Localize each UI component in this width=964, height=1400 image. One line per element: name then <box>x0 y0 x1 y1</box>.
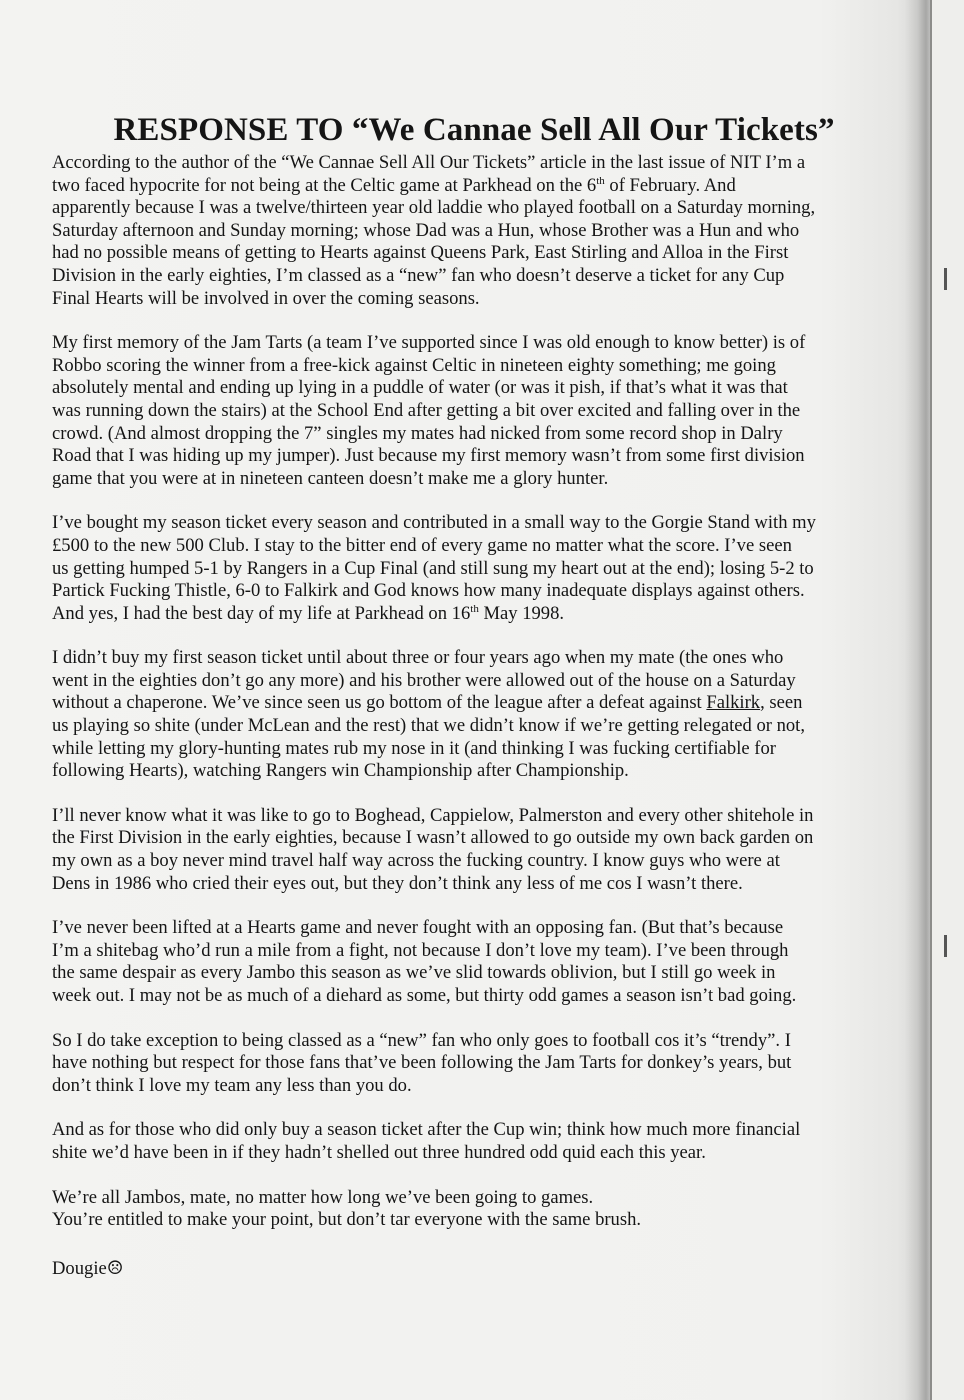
text-line: the same despair as every Jambo this season as we’ve slid towards oblivion, but I still go week in <box>52 962 776 984</box>
text-line: without a chaperone. We’ve since seen us go bottom of the league after a defeat against Falkirk, seen <box>52 692 803 714</box>
text-line: I’m a shitebag who’d run a mile from a fight, not because I don’t love my team). I’ve been through <box>52 939 789 961</box>
text-line: According to the author of the “We Cannae Sell All Our Tickets” article in the last issue of NIT I’m a <box>52 152 806 173</box>
staple-mark <box>944 935 947 957</box>
text-line: game that you were at in nineteen canteen doesn’t make me a glory hunter. <box>52 467 609 489</box>
staple-mark <box>944 268 947 290</box>
text-line: Road that I was hiding up my jumper). Just because my first memory wasn’t from some first division <box>52 445 805 467</box>
text-line: I didn’t buy my first season ticket until about three or four years ago when my mate (the ones who <box>52 647 784 669</box>
text-line: Saturday afternoon and Sunday morning; whose Dad was a Hun, whose Brother was a Hun and who <box>52 219 800 241</box>
paragraph <box>52 152 892 310</box>
text-line: the First Division in the early eighties, because I wasn’t allowed to go outside my own back garden on <box>52 827 814 849</box>
text-line: apparently because I was a twelve/thirteen year old laddie who played football on a Saturday morning, <box>52 197 816 219</box>
article-title: RESPONSE TO “We Cannae Sell All Our Tickets” <box>113 112 835 148</box>
binding-shadow <box>905 0 933 1400</box>
paragraph <box>52 917 892 1007</box>
text-line: So I do take exception to being classed as a “new” fan who only goes to football cos it’s “trendy”. I <box>52 1029 791 1051</box>
text-line: And yes, I had the best day of my life at Parkhead on 16th May 1998. <box>52 602 565 624</box>
text-line: was running down the stairs) at the School End after getting a bit over excited and falling over in the <box>52 399 801 421</box>
text-line: You’re entitled to make your point, but don’t tar everyone with the same brush. <box>52 1209 642 1231</box>
text-line: week out. I may not be as much of a diehard as some, but thirty odd games a season isn’t bad going. <box>52 985 797 1006</box>
author-signature: Dougie☹ <box>52 1257 124 1279</box>
paragraph <box>52 1119 892 1164</box>
text-line: two faced hypocrite for not being at the Celtic game at Parkhead on the 6th of February. And <box>52 174 736 196</box>
text-line: Final Hearts will be involved in over the coming seasons. <box>52 287 480 309</box>
article <box>52 108 892 1280</box>
paragraph <box>52 805 892 895</box>
text-line: We’re all Jambos, mate, no matter how long we’ve been going to games. <box>52 1186 594 1208</box>
text-line: shite we’d have been in if they hadn’t shelled out three hundred odd quid each this year. <box>52 1141 706 1163</box>
text-line: £500 to the new 500 Club. I stay to the bitter end of every game no matter what the score. I’ve seen <box>52 534 792 556</box>
text-line: while letting my glory-hunting mates rub my nose in it (and thinking I was fucking certifiable for <box>52 737 776 759</box>
paragraph <box>52 647 892 783</box>
paragraph <box>52 1030 892 1098</box>
text-line: had no possible means of getting to Hearts against Queens Park, East Stirling and Alloa in the First <box>52 242 789 264</box>
paragraph <box>52 332 892 490</box>
text-line: us getting humped 5-1 by Rangers in a Cup Final (and still sung my heart out at the end); losing 5-2 to <box>52 557 814 579</box>
text-line: crowd. (And almost dropping the 7” singles my mates had nicked from some record shop in Dalry <box>52 422 783 444</box>
text-line: my own as a boy never mind travel half way across the fucking country. I know guys who were at <box>52 850 780 872</box>
facing-page-edge <box>932 0 964 1400</box>
text-line: And as for those who did only buy a season ticket after the Cup win; think how much more financial <box>52 1119 801 1141</box>
text-line: don’t think I love my team any less than you do. <box>52 1074 412 1096</box>
text-line: I’ll never know what it was like to go to Boghead, Cappielow, Palmerston and every other shitehole in <box>52 804 814 826</box>
text-line: Robbo scoring the winner from a free-kick against Celtic in nineteen eighty something; me going <box>52 354 776 376</box>
text-line: Division in the early eighties, I’m classed as a “new” fan who doesn’t deserve a ticket for any Cup <box>52 264 785 286</box>
text-line: My first memory of the Jam Tarts (a team I’ve supported since I was old enough to know better) is of <box>52 332 806 354</box>
text-line: Partick Fucking Thistle, 6-0 to Falkirk and God knows how many inadequate displays against others. <box>52 580 805 602</box>
text-line: absolutely mental and ending up lying in a puddle of water (or was it pish, if that’s what it was that <box>52 377 788 399</box>
text-line: following Hearts), watching Rangers win Championship after Championship. <box>52 760 629 782</box>
text-line: I’ve never been lifted at a Hearts game and never fought with an opposing fan. (But that’s because <box>52 917 784 939</box>
text-line: went in the eighties don’t go any more) and his brother were allowed out of the house on a Saturday <box>52 669 796 691</box>
paragraph <box>52 1187 892 1232</box>
text-line: I’ve bought my season ticket every season and contributed in a small way to the Gorgie Stand with my <box>52 512 816 534</box>
paragraph <box>52 512 892 625</box>
text-line: Dens in 1986 who cried their eyes out, but they don’t think any less of me cos I wasn’t there. <box>52 872 743 894</box>
text-line: us playing so shite (under McLean and the rest) that we didn’t know if we’re getting relegated or not, <box>52 715 806 737</box>
text-line: have nothing but respect for those fans that’ve been following the Jam Tarts for donkey’s years, but <box>52 1052 792 1074</box>
